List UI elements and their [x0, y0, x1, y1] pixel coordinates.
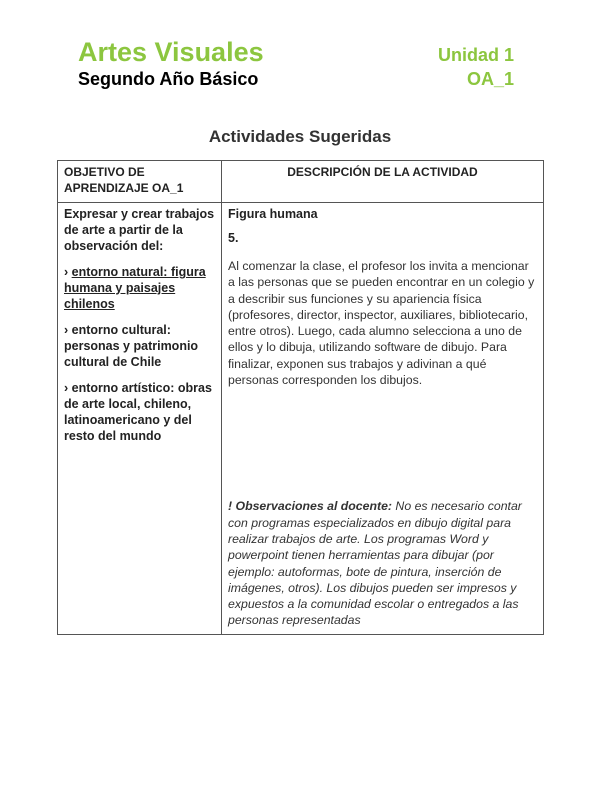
table-row [58, 203, 544, 635]
objective-item-bullet: › [64, 381, 72, 395]
page-header [78, 36, 514, 92]
grade-subtitle: Segundo Año Básico [78, 69, 259, 89]
objective-intro: Expresar y crear trabajos de arte a partir de la observación del: [64, 207, 215, 253]
description-cell [222, 203, 544, 635]
objective-item-bullet: › [64, 265, 72, 279]
objective-item [64, 322, 215, 370]
objective-item-bullet: › [64, 323, 72, 337]
objective-item [64, 264, 215, 312]
oa-label: OA_1 [466, 69, 514, 89]
teacher-observation [228, 498, 540, 628]
objective-cell [58, 203, 222, 635]
unit-label: Unidad 1 [437, 45, 514, 65]
objective-item [64, 380, 215, 444]
section-title: Actividades Sugeridas [208, 127, 392, 146]
activity-title: Figura humana [228, 207, 318, 221]
subject-title: Artes Visuales [78, 37, 264, 67]
objective-item-text: entorno artístico: obras de arte local, chileno, latinoamericano y del resto del mundo [64, 381, 212, 443]
objective-item-text: entorno natural: figura humana y paisajes chilenos [64, 265, 206, 311]
activity-description: Al comenzar la clase, el profesor los invita a mencionar a las personas que se pueden encontrar en un colegio y a describir sus funciones y su apariencia física (profesores, director, inspector, auxiliares, bibliotecario, entre otros). Luego, cada alumno selecciona a uno de ellos y lo dibuja, utilizando software de dibujo. Para finalizar, exponen sus trabajos y adivinan a qué personas corresponden los dibujos. [228, 259, 535, 388]
observation-label: ! Observaciones al docente: [228, 499, 393, 514]
activity-table [57, 160, 544, 635]
objective-column-header: OBJETIVO DE APRENDIZAJE OA_1 [58, 161, 222, 203]
table-header-row [58, 161, 544, 203]
description-column-header: DESCRIPCIÓN DE LA ACTIVIDAD [222, 161, 544, 203]
observation-text: No es necesario contar con programas especializados en dibujo digital para realizar trabajos de arte. Los programas Word y powerpoint tienen herramientas para dibujar (por ejemplo: autoformas, bote de pintura, inserción de imágenes, otros). Los dibujos pueden ser impresos y expuestos a la comunidad escolar o entregados a las personas representadas [228, 499, 522, 628]
activity-number: 5. [228, 231, 239, 245]
objective-item-text: entorno cultural: personas y patrimonio cultural de Chile [64, 323, 199, 369]
